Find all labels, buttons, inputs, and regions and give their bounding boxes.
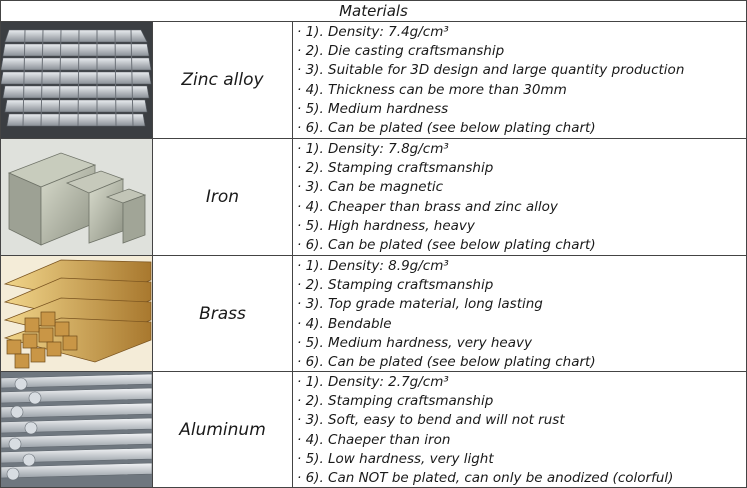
material-properties-iron	[297, 140, 742, 255]
property-item: · 1). Density: 7.8g/cm³	[297, 141, 449, 157]
property-item: · 1). Density: 2.7g/cm³	[297, 374, 449, 390]
property-item: · 4). Bendable	[297, 315, 392, 332]
property-item: · 4). Cheaper than brass and zinc alloy	[297, 198, 558, 215]
property-item: · 3). Suitable for 3D design and large quantity production	[297, 62, 685, 79]
table-title: Materials	[1, 1, 746, 22]
material-row-iron	[1, 139, 746, 256]
property-item: · 1). Density: 8.9g/cm³	[297, 258, 449, 274]
property-item: · 2). Die casting craftsmanship	[297, 43, 505, 60]
property-item: · 6). Can be plated (see below plating chart)	[297, 119, 596, 136]
material-row-zinc-alloy	[1, 22, 746, 139]
property-item: · 5). Low hardness, very light	[297, 450, 494, 467]
property-item: · 6). Can be plated (see below plating chart)	[297, 236, 596, 253]
property-item: · 2). Stamping craftsmanship	[297, 160, 494, 177]
material-properties-zinc-alloy	[297, 23, 742, 138]
iron-bars-photo	[1, 139, 153, 255]
property-item: · 5). Medium hardness	[297, 100, 449, 117]
zinc-ingots-photo	[1, 22, 153, 138]
material-name-aluminum: Aluminum	[153, 372, 293, 487]
material-name-zinc-alloy: Zinc alloy	[153, 22, 293, 138]
brass-bars-photo	[1, 256, 153, 371]
property-item: · 1). Density: 7.4g/cm³	[297, 24, 449, 40]
material-name-iron: Iron	[153, 139, 293, 255]
material-row-brass	[1, 256, 746, 372]
aluminum-rods-photo	[1, 372, 153, 487]
property-item: · 5). Medium hardness, very heavy	[297, 334, 532, 351]
material-properties-aluminum	[297, 373, 742, 488]
property-item: · 3). Can be magnetic	[297, 179, 444, 196]
property-item: · 5). High hardness, heavy	[297, 217, 475, 234]
property-item: · 2). Stamping craftsmanship	[297, 277, 494, 294]
material-properties-brass	[297, 257, 742, 372]
property-item: · 4). Chaeper than iron	[297, 431, 451, 448]
material-row-aluminum	[1, 372, 746, 487]
property-item: · 2). Stamping craftsmanship	[297, 393, 494, 410]
property-item: · 6). Can be plated (see below plating chart)	[297, 353, 596, 370]
property-item: · 4). Thickness can be more than 30mm	[297, 81, 567, 98]
property-item: · 3). Soft, easy to bend and will not rust	[297, 412, 565, 429]
material-name-brass: Brass	[153, 256, 293, 371]
property-item: · 6). Can NOT be plated, can only be anodized (colorful)	[297, 469, 674, 486]
property-item: · 3). Top grade material, long lasting	[297, 296, 543, 313]
